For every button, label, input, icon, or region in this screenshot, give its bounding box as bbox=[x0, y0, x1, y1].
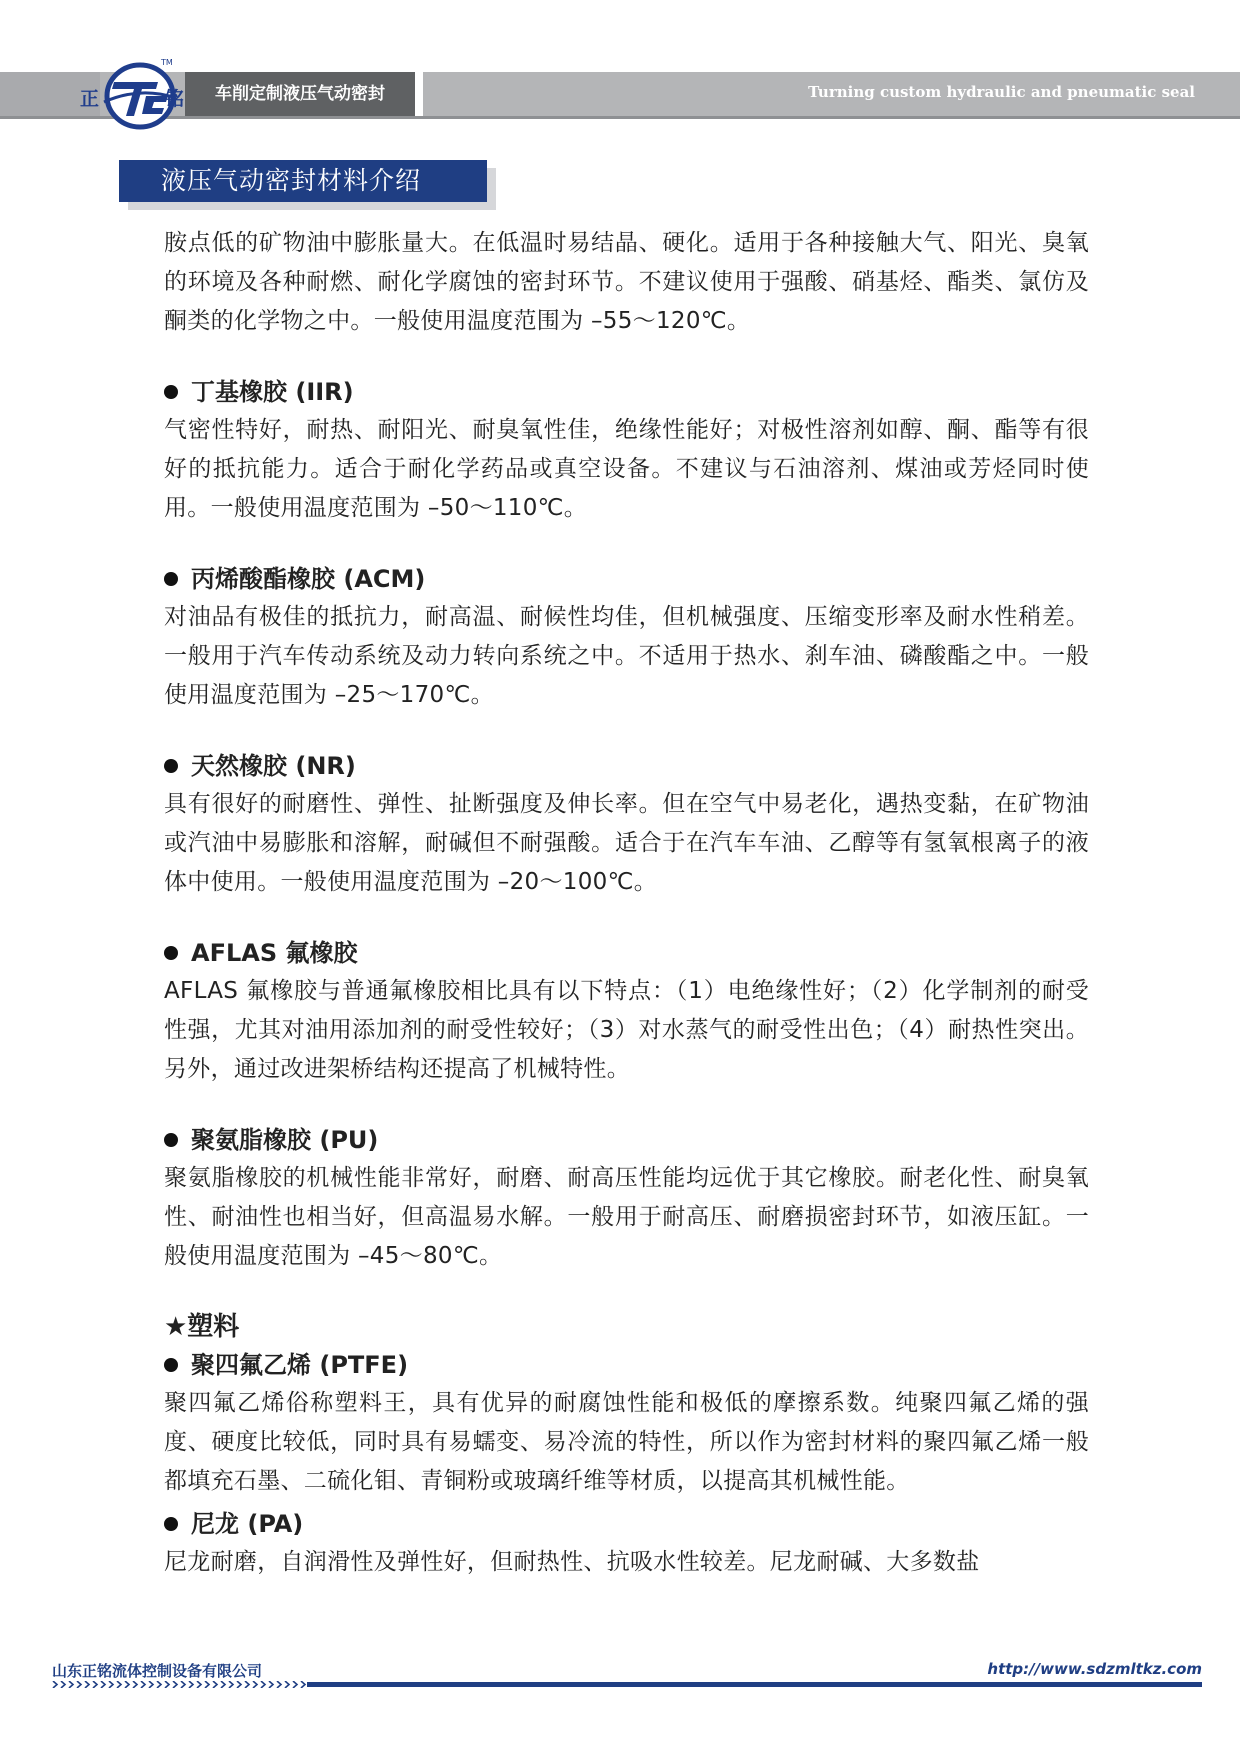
section-title: 液压气动密封材料介绍 bbox=[161, 166, 422, 195]
logo-trademark: TM bbox=[161, 58, 173, 67]
footer-url[interactable]: http://www.sdzmltkz.com bbox=[987, 1660, 1202, 1678]
logo-char-right: 铭 bbox=[165, 88, 185, 110]
item-heading-nr: 天然橡胶 (NR) bbox=[164, 747, 1089, 785]
bullet-icon bbox=[164, 946, 178, 960]
plastics-heading: ★塑料 bbox=[164, 1312, 240, 1342]
bullet-icon bbox=[164, 759, 178, 773]
item-heading-ptfe: 聚四氟乙烯 (PTFE) bbox=[164, 1346, 1089, 1384]
header-title-cn: 车削定制液压气动密封 bbox=[215, 84, 385, 104]
main-content bbox=[164, 224, 1089, 1582]
item-heading-iir: 丁基橡胶 (IIR) bbox=[164, 373, 1089, 411]
item-heading-pa: 尼龙 (PA) bbox=[164, 1505, 1089, 1543]
item-body-pu: 聚氨脂橡胶的机械性能非常好，耐磨、耐高压性能均远优于其它橡胶。耐老化性、耐臭氧性、耐油性也相当好，但高温易水解。一般用于耐高压、耐磨损密封环节，如液压缸。一般使用温度范围为 –45～80℃。 bbox=[164, 1165, 1089, 1269]
item-body-ptfe: 聚四氟乙烯俗称塑料王，具有优异的耐腐蚀性能和极低的摩擦系数。纯聚四氟乙烯的强度、硬度比较低，同时具有易蠕变、易冷流的特性，所以作为密封材料的聚四氟乙烯一般都填充石墨、二硫化钼、青铜粉或玻璃纤维等材质，以提高其机械性能。 bbox=[164, 1390, 1089, 1494]
logo-char-left: 正 bbox=[80, 88, 100, 110]
item-heading-aflas: AFLAS 氟橡胶 bbox=[164, 934, 1089, 972]
intro-paragraph: 胺点低的矿物油中膨胀量大。在低温时易结晶、硬化。适用于各种接触大气、阳光、臭氧的环境及各种耐燃、耐化学腐蚀的密封环节。不建议使用于强酸、硝基烃、酯类、氯仿及酮类的化学物之中。一般使用温度范围为 –55～120℃。 bbox=[164, 230, 1089, 334]
footer-company: 山东正铭流体控制设备有限公司 bbox=[52, 1662, 263, 1680]
item-body-aflas: AFLAS 氟橡胶与普通氟橡胶相比具有以下特点：（1）电绝缘性好；（2）化学制剂的耐受性强，尤其对油用添加剂的耐受性较好；（3）对水蒸气的耐受性出色；（4）耐热性突出。另外，通过改进架桥结构还提高了机械特性。 bbox=[164, 978, 1089, 1082]
footer-arrows-icon bbox=[52, 1681, 307, 1688]
item-body-acm: 对油品有极佳的抵抗力，耐高温、耐候性均佳，但机械强度、压缩变形率及耐水性稍差。一般用于汽车传动系统及动力转向系统之中。不适用于热水、刹车油、磷酸酯之中。一般使用温度范围为 –25～170℃。 bbox=[164, 604, 1089, 708]
bullet-icon bbox=[164, 385, 178, 399]
item-heading-pu: 聚氨脂橡胶 (PU) bbox=[164, 1121, 1089, 1159]
bullet-icon bbox=[164, 1133, 178, 1147]
header-separator bbox=[415, 72, 423, 116]
header-title-en: Turning custom hydraulic and pneumatic seal bbox=[808, 83, 1195, 101]
bullet-icon bbox=[164, 1358, 178, 1372]
bullet-icon bbox=[164, 572, 178, 586]
item-heading-acm: 丙烯酸酯橡胶 (ACM) bbox=[164, 560, 1089, 598]
item-body-pa: 尼龙耐磨，自润滑性及弹性好，但耐热性、抗吸水性较差。尼龙耐碱、大多数盐 bbox=[164, 1549, 980, 1575]
bullet-icon bbox=[164, 1517, 178, 1531]
item-body-nr: 具有很好的耐磨性、弹性、扯断强度及伸长率。但在空气中易老化，遇热变黏，在矿物油或汽油中易膨胀和溶解，耐碱但不耐强酸。适合于在汽车车油、乙醇等有氢氧根离子的液体中使用。一般使用温度范围为 –20～100℃。 bbox=[164, 791, 1089, 895]
item-body-iir: 气密性特好，耐热、耐阳光、耐臭氧性佳，绝缘性能好；对极性溶剂如醇、酮、酯等有很好的抵抗能力。适合于耐化学药品或真空设备。不建议与石油溶剂、煤油或芳烃同时使用。一般使用温度范围为 –50～110℃。 bbox=[164, 417, 1089, 521]
